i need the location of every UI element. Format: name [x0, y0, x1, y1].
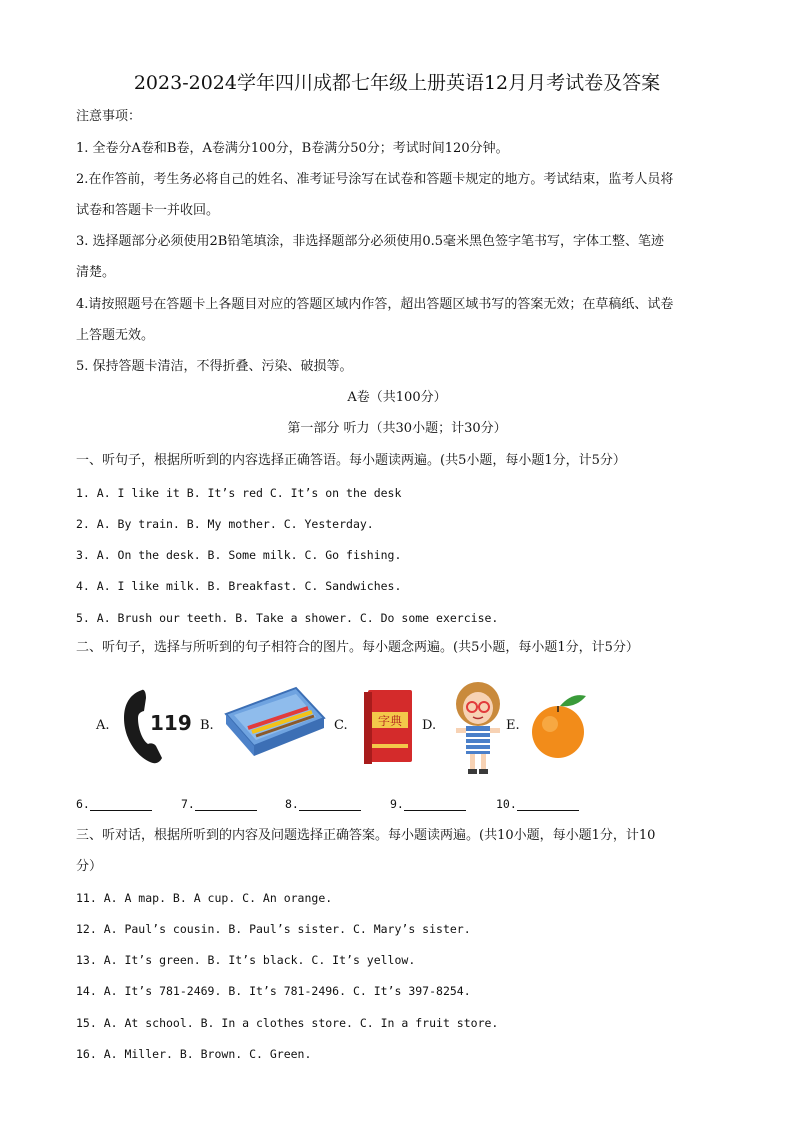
option-label-a: A.: [96, 718, 110, 733]
note-line: 5. 保持答题卡清洁，不得折叠、污染、破损等。: [76, 359, 353, 374]
option-label-d: D.: [422, 718, 437, 733]
notes-heading: 注意事项：: [76, 109, 142, 124]
section1-heading: 一、听句子，根据所听到的内容选择正确答语。每小题读两遍。(共5小题，每小题1分，计5分）: [76, 453, 626, 468]
note-line: 4.请按照题号在答题卡上各题目对应的答题区域内作答，超出答题区域书写的答案无效；在草稿纸、试卷: [76, 297, 674, 312]
question-item: 2. A. By train. B. My mother. C. Yesterday.: [76, 517, 374, 531]
girl-icon: [450, 680, 506, 776]
question-item: 12. A. Paul’s cousin. B. Paul’s sister. C. Mary’s sister.: [76, 922, 471, 936]
question-item: 13. A. It’s green. B. It’s black. C. It’s yellow.: [76, 953, 416, 967]
picture-options: [94, 680, 594, 776]
answer-blank[interactable]: 7.: [181, 796, 257, 811]
question-item: 3. A. On the desk. B. Some milk. C. Go fishing.: [76, 548, 402, 562]
dictionary-label: 字典: [377, 714, 403, 728]
section2-heading: 二、听句子，选择与所听到的句子相符合的图片。每小题念两遍。(共5小题，每小题1分，计5分）: [76, 640, 639, 655]
pencil-case-icon: [222, 684, 326, 764]
answer-blanks: [76, 796, 596, 816]
answer-blank[interactable]: 6.: [76, 796, 152, 811]
section3-heading-cont: 分）: [76, 859, 103, 874]
question-item: 1. A. I like it B. It’s red C. It’s on the desk: [76, 486, 402, 500]
page-title: 2023-2024学年四川成都七年级上册英语12月月考试卷及答案: [133, 72, 661, 94]
note-line: 2.在作答前，考生务必将自己的姓名、准考证号涂写在试卷和答题卡规定的地方。考试结束，监考人员将: [76, 172, 674, 187]
note-line: 3. 选择题部分必须使用2B铅笔填涂，非选择题部分必须使用0.5毫米黑色签字笔书写，字体工整、笔迹: [76, 234, 665, 249]
phone-119-icon: [120, 686, 192, 766]
question-item: 15. A. At school. B. In a clothes store. C. In a fruit store.: [76, 1016, 499, 1030]
answer-blank[interactable]: 9.: [390, 796, 466, 811]
question-item: 5. A. Brush our teeth. B. Take a shower. C. Do some exercise.: [76, 611, 499, 625]
dictionary-icon: [362, 688, 416, 766]
question-item: 14. A. It’s 781-2469. B. It’s 781-2496. C. It’s 397-8254.: [76, 984, 471, 998]
note-line: 清楚。: [76, 265, 116, 280]
orange-icon: [528, 690, 590, 760]
note-line: 1. 全卷分A卷和B卷，A卷满分100分，B卷满分50分；考试时间120分钟。: [76, 141, 509, 156]
volume-a-heading: A卷（共100分）: [347, 390, 447, 405]
answer-blank[interactable]: 8.: [285, 796, 361, 811]
note-line: 试卷和答题卡一并收回。: [76, 203, 220, 218]
option-label-b: B.: [200, 718, 214, 733]
question-item: 4. A. I like milk. B. Breakfast. C. Sandwiches.: [76, 579, 402, 593]
question-item: 11. A. A map. B. A cup. C. An orange.: [76, 891, 333, 905]
note-line: 上答题无效。: [76, 328, 155, 343]
option-label-e: E.: [506, 718, 520, 733]
answer-blank[interactable]: 10.: [496, 796, 579, 811]
part1-heading: 第一部分 听力（共30小题；计30分）: [287, 421, 507, 436]
section3-heading: 三、听对话，根据所听到的内容及问题选择正确答案。每小题读两遍。(共10小题，每小题1分，计10: [76, 828, 656, 843]
question-item: 16. A. Miller. B. Brown. C. Green.: [76, 1047, 312, 1061]
phone-number: 119: [150, 711, 192, 735]
option-label-c: C.: [334, 718, 348, 733]
